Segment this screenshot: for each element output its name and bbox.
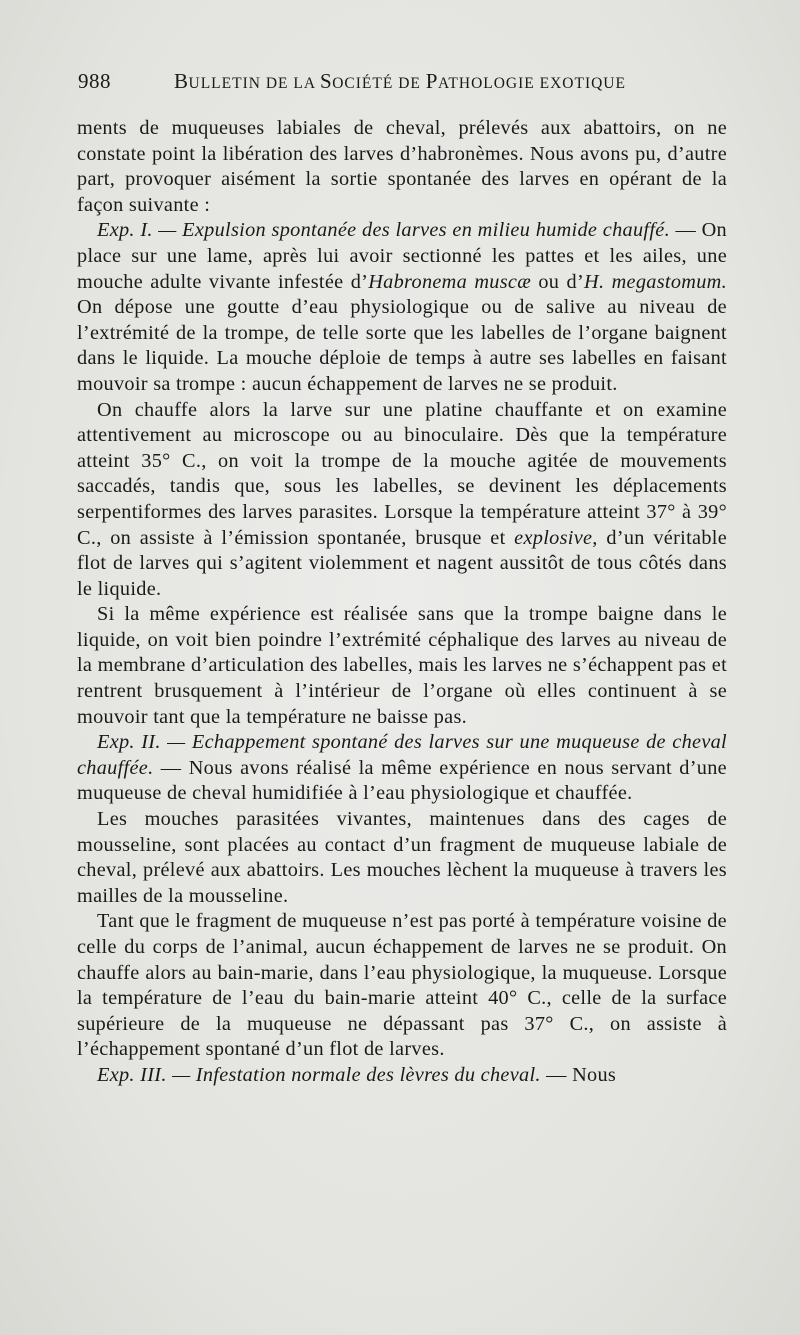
emphasis: explosive,	[514, 526, 598, 549]
experiment-2-paragraph: Exp. II. — Echappement spontané des larves sur une muqueuse de cheval chauffée. — Nous avons réalisé la même expérience en nous servant d’une muqueuse de cheval humidifiée à l’eau physiologique et chauffée.	[77, 731, 727, 805]
paragraph: ments de muqueuses labiales de cheval, prélevés aux abattoirs, on ne constate point la libération des larves d’habronèmes. Nous avons pu, d’autre part, provoquer aisément la sortie spontanée des larves en opérant de la façon suivante :	[77, 117, 727, 216]
experiment-2-title: Exp. II. — Echappement spontané des larves sur une muqueuse de cheval chauffée.	[77, 731, 727, 779]
experiment-1-paragraph: Exp. I. — Expulsion spontanée des larves en milieu humide chauffé. — On place sur une lame, après lui avoir sectionné les pattes et les ailes, une mouche adulte vivante infestée d’Habronema muscæ ou d’H. megastomum. On dépose une goutte d’eau physiologique ou de salive au niveau de l’extrémité de la trompe, de telle sorte que les labelles de l’organe baignent dans le liquide. La mouche déploie de temps à autre ses labelles en faisant mouvoir sa trompe : aucun échappement de larves ne se produit.	[77, 219, 727, 395]
experiment-3-title: Exp. III. — Infestation normale des lèvres du cheval.	[97, 1063, 541, 1086]
body-text	[77, 116, 727, 1089]
paragraph: On chauffe alors la larve sur une platine chauffante et on examine attentivement au microscope ou au binoculaire. Dès que la température atteint 35° C., on voit la trompe de la mouche agitée de mouvements saccadés, tandis que, sous les labelles, se devinent les déplacements serpentiformes des larves parasites. Lorsque la température atteint 37° à 39° C., on assiste à l’émission spontanée, brusque et explosive, d’un véritable flot de larves qui s’agitent violemment et nagent aussitôt de tous côtés dans le liquide.	[77, 398, 727, 600]
paragraph: Si la même expérience est réalisée sans que la trompe baigne dans le liquide, on voit bien poindre l’extrémité céphalique des larves au niveau de la membrane d’articulation des labelles, mais les larves ne s’échappent pas et rentrent brusquement à l’intérieur de l’organe où elles continuent à se mouvoir tant que la température ne baisse pas.	[77, 603, 727, 728]
experiment-3-paragraph: Exp. III. — Infestation normale des lèvres du cheval. — Nous	[97, 1063, 617, 1086]
experiment-1-title: Exp. I. — Expulsion spontanée des larves en milieu humide chauffé.	[97, 219, 670, 242]
page-number: 988	[78, 69, 111, 93]
species-name: Habronema muscæ	[368, 270, 532, 293]
species-name: H. megastomum.	[584, 270, 727, 293]
paragraph: Les mouches parasitées vivantes, maintenues dans des cages de mousseline, sont placées au contact d’un fragment de muqueuse labiale de cheval, prélevé aux abattoirs. Les mouches lèchent la muqueuse à travers les mailles de la mousseline.	[77, 808, 727, 907]
page-header	[78, 69, 722, 99]
paragraph: Tant que le fragment de muqueuse n’est pas porté à température voisine de celle du corps de l’animal, aucun échappement de larves ne se produit. On chauffe alors au bain-marie, dans l’eau physiologique, la muqueuse. Lorsque la température de l’eau du bain-marie atteint 40° C., celle de la surface supérieure de la muqueuse ne dépassant pas 37° C., on assiste à l’échappement spontané d’un flot de larves.	[77, 910, 727, 1061]
running-title: BULLETIN DE LA SOCIÉTÉ DE PATHOLOGIE EXOTIQUE	[174, 69, 626, 93]
